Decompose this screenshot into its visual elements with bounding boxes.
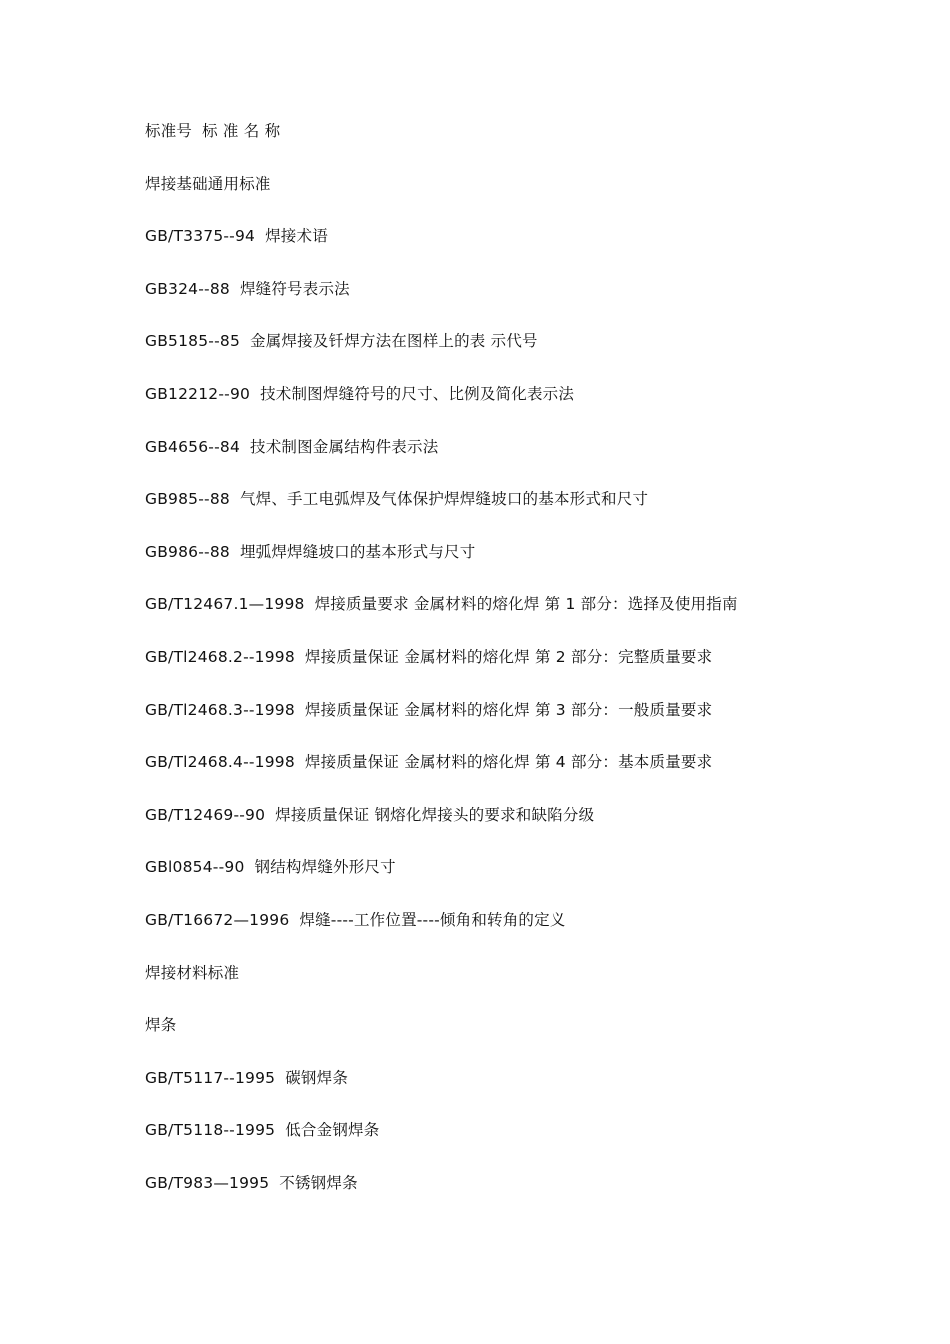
- list-item: [145, 1065, 925, 1118]
- standard-name: 钢结构焊缝外形尺寸: [254, 858, 396, 877]
- list-item: [145, 591, 925, 644]
- standard-name: 技术制图金属结构件表示法: [250, 437, 439, 456]
- standard-name: 焊接质量保证 金属材料的熔化焊 第 4 部分：基本质量要求: [304, 753, 713, 772]
- standard-code: GB4656--84: [145, 437, 240, 456]
- standard-name: 技术制图焊缝符号的尺寸、比例及简化表示法: [260, 384, 575, 403]
- standard-name: 焊接术语: [265, 227, 328, 246]
- list-header: [145, 118, 925, 171]
- standard-name: 气焊、手工电弧焊及气体保护焊焊缝坡口的基本形式和尺寸: [239, 490, 649, 509]
- list-item: [145, 854, 925, 907]
- list-item: [145, 276, 925, 329]
- list-item: [145, 381, 925, 434]
- standard-code: GB/T12469--90: [145, 805, 266, 824]
- list-item: [145, 434, 925, 487]
- standard-code: GB/T983—1995: [145, 1173, 270, 1192]
- column-header-name: 标 准 名 称: [202, 122, 281, 140]
- list-item: [145, 1170, 925, 1223]
- list-item: [145, 1117, 925, 1170]
- list-item: [145, 802, 925, 855]
- standard-name: 不锈钢焊条: [279, 1173, 358, 1192]
- standard-name: 埋弧焊焊缝坡口的基本形式与尺寸: [239, 542, 476, 561]
- subsection-title: 焊条: [145, 1016, 177, 1035]
- standards-list: [145, 118, 925, 1222]
- standard-name: 焊缝符号表示法: [239, 279, 350, 298]
- standard-code: GB/T5118--1995: [145, 1121, 276, 1140]
- standard-name: 焊接质量保证 金属材料的熔化焊 第 3 部分：一般质量要求: [304, 700, 713, 719]
- list-item: [145, 328, 925, 381]
- standard-code: GBl0854--90: [145, 858, 245, 877]
- standard-name: 低合金钢焊条: [285, 1121, 380, 1140]
- standard-code: GB985--88: [145, 490, 230, 509]
- standard-code: GB324--88: [145, 279, 230, 298]
- standard-code: GB/Tl2468.4--1998: [145, 753, 295, 772]
- list-item: [145, 697, 925, 750]
- standard-code: GB/T3375--94: [145, 227, 256, 246]
- section-title: 焊接材料标准: [145, 963, 240, 982]
- standard-code: GB/T16672—1996: [145, 910, 290, 929]
- section-title: 焊接基础通用标准: [145, 174, 271, 193]
- list-item: [145, 539, 925, 592]
- standard-code: GB/Tl2468.2--1998: [145, 647, 295, 666]
- standard-name: 焊接质量要求 金属材料的熔化焊 第 1 部分：选择及使用指南: [314, 595, 738, 614]
- section-heading: [145, 171, 925, 224]
- list-item: [145, 749, 925, 802]
- standard-name: 金属焊接及钎焊方法在图样上的表 示代号: [250, 332, 538, 351]
- subsection-heading: [145, 1012, 925, 1065]
- standard-code: GB12212--90: [145, 384, 251, 403]
- standard-name: 碳钢焊条: [285, 1068, 349, 1087]
- list-item: [145, 486, 925, 539]
- list-item: [145, 644, 925, 697]
- column-header-code: 标准号: [145, 122, 193, 140]
- list-item: [145, 907, 925, 960]
- section-heading: [145, 960, 925, 1013]
- standard-code: GB986--88: [145, 542, 230, 561]
- standard-name: 焊缝----工作位置----倾角和转角的定义: [299, 910, 566, 929]
- standard-name: 焊接质量保证 钢熔化焊接头的要求和缺陷分级: [275, 805, 595, 824]
- standard-code: GB/T5117--1995: [145, 1068, 276, 1087]
- list-item: [145, 223, 925, 276]
- standard-code: GB/T12467.1—1998: [145, 595, 305, 614]
- standard-code: GB/Tl2468.3--1998: [145, 700, 295, 719]
- standard-name: 焊接质量保证 金属材料的熔化焊 第 2 部分：完整质量要求: [304, 647, 713, 666]
- standard-code: GB5185--85: [145, 332, 240, 351]
